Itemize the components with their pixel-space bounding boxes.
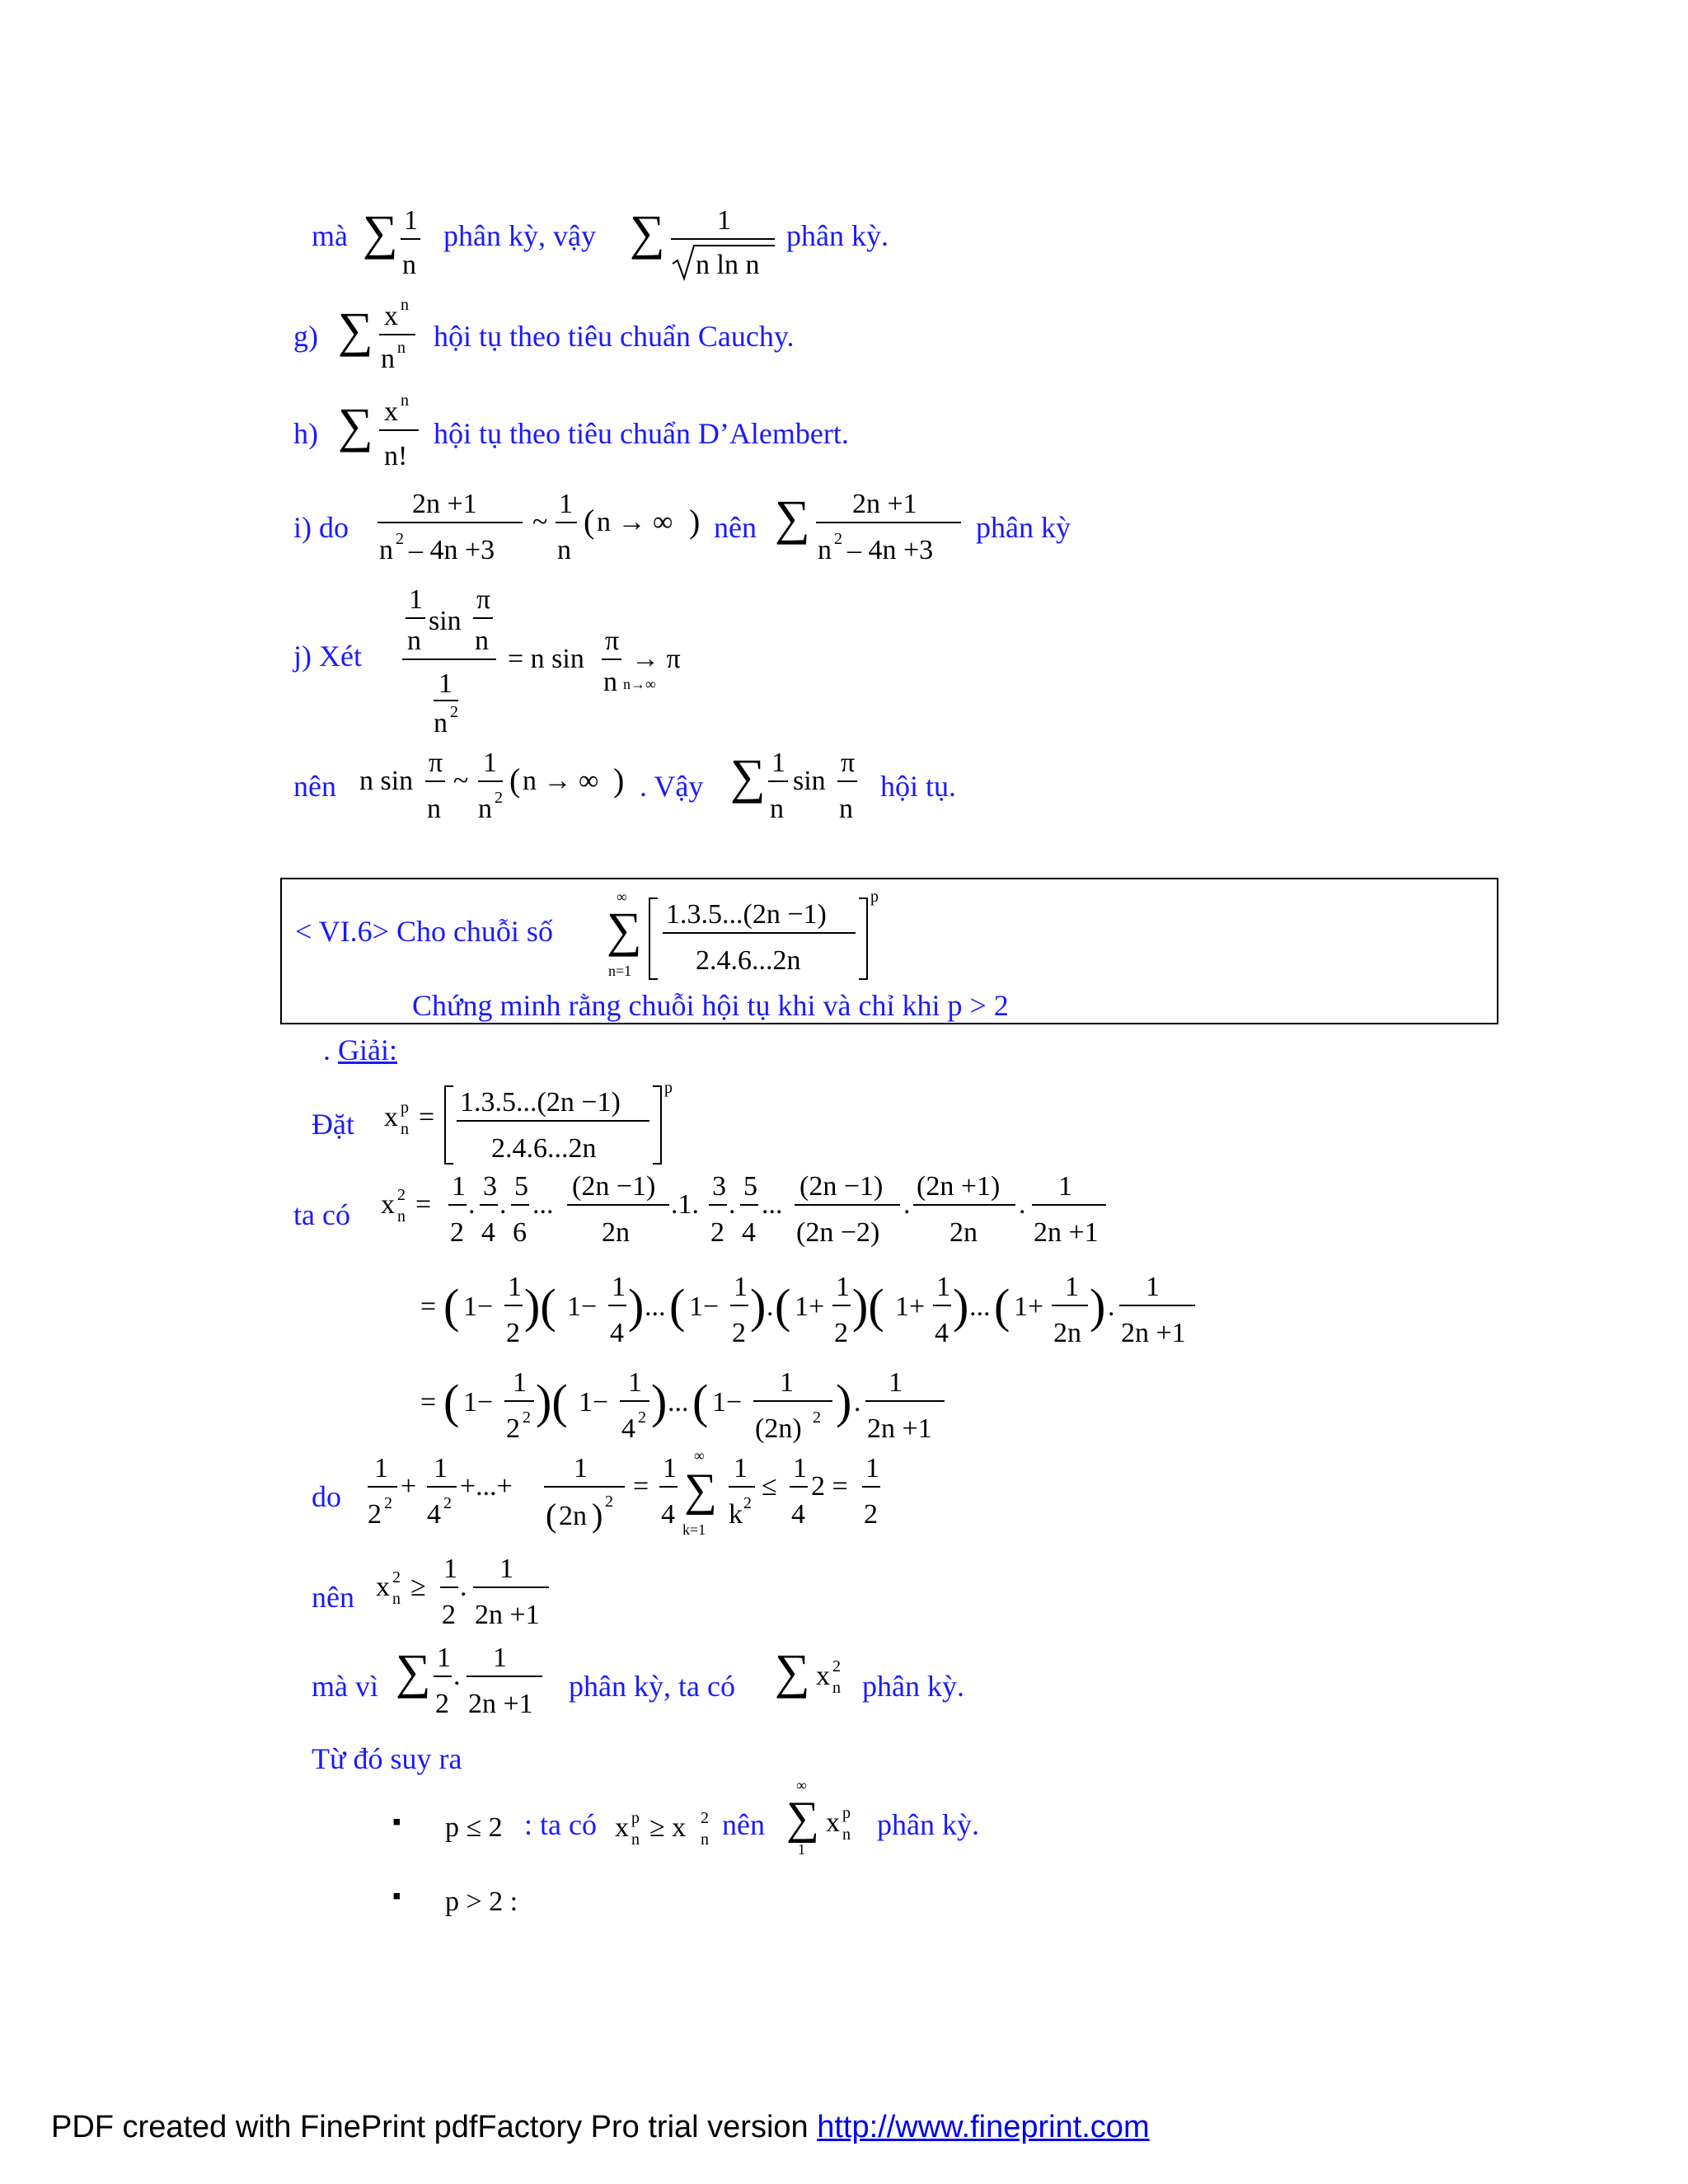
text-hoi-tu: hội tụ. (880, 770, 957, 803)
svg-text:n sin: n sin (359, 766, 414, 796)
svg-text:1: 1 (1146, 1272, 1160, 1302)
svg-text:n: n (392, 1590, 401, 1608)
svg-text:1: 1 (734, 1453, 748, 1483)
svg-text:.: . (1108, 1291, 1115, 1322)
svg-text:2: 2 (443, 1494, 452, 1512)
svg-text:)(: )( (524, 1279, 556, 1333)
svg-text:∞: ∞ (617, 888, 627, 905)
svg-text:≥: ≥ (410, 1572, 426, 1602)
svg-text:=: = (633, 1471, 649, 1502)
svg-text:2n: 2n (559, 1501, 587, 1531)
svg-text:2: 2 (743, 1494, 752, 1512)
svg-text:x: x (816, 1661, 830, 1691)
svg-text:1: 1 (889, 1367, 903, 1398)
svg-text:n: n (397, 1207, 406, 1226)
svg-text:...: ... (762, 1189, 783, 1220)
svg-text:p ≤ 2: p ≤ 2 (445, 1812, 503, 1843)
do-formula (364, 1447, 892, 1546)
label-j: j) Xét (293, 640, 362, 673)
svg-text:1: 1 (734, 1272, 748, 1302)
svg-text:∑: ∑ (338, 302, 373, 357)
text-dat: Đặt (312, 1108, 354, 1141)
svg-text:n: n (434, 708, 448, 738)
svg-text:...: ... (645, 1291, 666, 1322)
svg-text:n: n (401, 391, 409, 410)
svg-text:): ) (750, 1279, 767, 1333)
text-ma-vi: mà vì (312, 1670, 378, 1703)
svg-text:2.4.6...2n: 2.4.6...2n (696, 945, 801, 976)
svg-text:n: n (478, 794, 492, 824)
problem-label: < VI.6> Cho chuỗi số (295, 915, 553, 948)
svg-text:): ) (836, 1375, 852, 1428)
svg-text:2: 2 (442, 1600, 456, 1630)
svg-text:5: 5 (743, 1171, 757, 1202)
svg-text:π: π (841, 748, 856, 778)
sum-half-1-over-2n1 (396, 1637, 560, 1727)
svg-text:1: 1 (559, 489, 573, 519)
svg-text:): ) (651, 1375, 668, 1428)
svg-text:n: n (832, 1679, 841, 1697)
svg-text:=: = (419, 1102, 435, 1132)
label-g: g) (293, 320, 318, 353)
svg-text:1: 1 (936, 1272, 950, 1302)
svg-text:1: 1 (771, 748, 785, 778)
svg-text:1: 1 (780, 1367, 794, 1398)
svg-text:π: π (605, 626, 620, 656)
svg-text:n: n (381, 344, 395, 374)
svg-text:p: p (842, 1804, 851, 1822)
product-formula-1 (420, 1261, 1203, 1360)
svg-text:(: ( (443, 1375, 460, 1428)
svg-text:n: n (401, 296, 409, 314)
svg-text:1: 1 (1065, 1272, 1079, 1302)
svg-text:(: ( (692, 1375, 709, 1428)
text-ma: mà (312, 219, 348, 252)
svg-text:2: 2 (495, 789, 503, 807)
svg-text:(2n +1): (2n +1) (917, 1171, 1001, 1202)
svg-text:∑: ∑ (775, 1644, 810, 1699)
svg-text:x: x (381, 1189, 395, 1220)
svg-text:2n +1: 2n +1 (468, 1689, 533, 1719)
svg-text:n: n (842, 1825, 851, 1844)
svg-text:(: ( (443, 1279, 460, 1333)
svg-text:(2n −1): (2n −1) (572, 1171, 656, 1202)
svg-text:2: 2 (435, 1689, 449, 1719)
svg-text:n: n (402, 250, 416, 280)
svg-text:+: + (401, 1471, 417, 1502)
svg-text:1: 1 (443, 1554, 457, 1584)
svg-text:5: 5 (514, 1171, 528, 1202)
svg-text:): ) (953, 1279, 969, 1333)
svg-text:): ) (628, 1279, 645, 1333)
svg-text:(2n −2): (2n −2) (796, 1217, 880, 1248)
svg-text:4: 4 (661, 1499, 675, 1530)
svg-text:1: 1 (404, 205, 418, 236)
svg-text:n → ∞: n → ∞ (597, 507, 673, 537)
svg-text:3: 3 (483, 1171, 497, 1202)
svg-text:∞: ∞ (694, 1447, 705, 1464)
footer (51, 2110, 1150, 2145)
svg-text:1−: 1− (689, 1291, 720, 1322)
svg-text:1: 1 (483, 748, 497, 778)
svg-text:)(: )( (536, 1375, 568, 1428)
svg-text:x: x (384, 301, 398, 331)
svg-text:1−: 1− (463, 1291, 494, 1322)
svg-text:1: 1 (612, 1272, 626, 1302)
sum-x-n-2 (775, 1637, 857, 1727)
svg-text:(2n): (2n) (755, 1413, 802, 1444)
svg-text:2: 2 (834, 1318, 848, 1348)
j-limit (401, 577, 706, 742)
svg-text:k: k (729, 1499, 743, 1530)
sum-1-inf-x-n-p (785, 1774, 867, 1856)
svg-text:= n sin: = n sin (508, 644, 584, 674)
svg-text:2: 2 (605, 1493, 613, 1511)
text-tu-do: Từ đó suy ra (312, 1742, 462, 1775)
svg-text:∑: ∑ (730, 749, 766, 804)
svg-text:)(: )( (852, 1279, 884, 1333)
svg-text:4: 4 (610, 1318, 624, 1348)
i-asymptotic (376, 483, 706, 574)
svg-text:1: 1 (452, 1171, 466, 1202)
svg-text:x: x (384, 1102, 398, 1132)
nen-2-formula (376, 1548, 574, 1638)
svg-text:2n +1: 2n +1 (475, 1600, 540, 1630)
svg-text:p: p (870, 888, 879, 906)
svg-text:.: . (767, 1291, 774, 1322)
svg-text:4: 4 (427, 1499, 441, 1530)
svg-text:p: p (664, 1079, 673, 1097)
svg-text:3: 3 (712, 1171, 726, 1202)
svg-text:2: 2 (506, 1318, 520, 1348)
svg-text:∑: ∑ (363, 205, 398, 260)
svg-text:1+: 1+ (795, 1291, 825, 1322)
svg-text:): ) (592, 1497, 603, 1534)
p-gt-2 (445, 1869, 528, 1935)
svg-text:1: 1 (493, 1643, 507, 1673)
svg-text:2: 2 (834, 530, 842, 548)
svg-text:2: 2 (392, 1568, 401, 1586)
svg-text:1: 1 (574, 1453, 588, 1483)
text-vay: . Vậy (640, 770, 704, 803)
svg-text:(2n −1): (2n −1) (799, 1171, 884, 1202)
svg-text:n: n (401, 1120, 409, 1138)
svg-text:.: . (1019, 1189, 1026, 1220)
svg-text:∑: ∑ (338, 398, 373, 452)
svg-text:): ) (613, 762, 625, 799)
svg-text:.1.: .1. (671, 1189, 699, 1220)
svg-text:p: p (401, 1099, 409, 1117)
svg-text:sin: sin (429, 606, 462, 636)
svg-text:): ) (689, 503, 701, 540)
svg-text:n=1: n=1 (608, 963, 632, 979)
svg-text:n: n (818, 535, 832, 565)
svg-text:sin: sin (793, 766, 826, 796)
svg-text:k=1: k=1 (682, 1521, 706, 1538)
svg-text:~: ~ (453, 766, 469, 796)
svg-text:1: 1 (663, 1453, 677, 1483)
footer-link[interactable]: http://www.fineprint.com (817, 2110, 1150, 2144)
svg-text:2: 2 (523, 1408, 531, 1427)
svg-text:2n +1: 2n +1 (1121, 1318, 1186, 1348)
bullet-1: ▪ (392, 1808, 401, 1835)
svg-text:1+: 1+ (1014, 1291, 1044, 1322)
svg-text:1.3.5...(2n −1): 1.3.5...(2n −1) (460, 1087, 621, 1118)
svg-text:.: . (468, 1189, 476, 1220)
svg-text:2: 2 (450, 703, 458, 721)
svg-text:2: 2 (832, 1657, 841, 1675)
svg-text:~: ~ (532, 507, 548, 537)
svg-text:4: 4 (621, 1413, 635, 1444)
text-nen-2: nên (312, 1581, 354, 1614)
text-b1-ta-co: : ta có (524, 1808, 597, 1841)
dat-formula (384, 1075, 689, 1174)
sum-x-n-over-n-n (338, 295, 417, 386)
svg-text:2: 2 (638, 1408, 646, 1427)
svg-text:p: p (631, 1809, 640, 1827)
svg-text:2n: 2n (602, 1217, 630, 1248)
svg-text:≥ x: ≥ x (649, 1812, 687, 1843)
text-i-phan-ky: phân kỳ (976, 511, 1071, 544)
svg-text:n!: n! (384, 441, 408, 471)
svg-text:2n: 2n (1053, 1318, 1081, 1348)
bullet-2: ▪ (392, 1882, 401, 1910)
svg-text:– 4n +3: – 4n +3 (847, 535, 934, 565)
svg-text:1: 1 (513, 1367, 527, 1398)
svg-text:1: 1 (798, 1841, 805, 1856)
svg-text:π: π (476, 584, 491, 615)
svg-text:2: 2 (397, 1186, 406, 1204)
svg-text:.: . (729, 1189, 736, 1220)
svg-text:n: n (427, 794, 441, 824)
svg-text:.: . (453, 1661, 461, 1691)
svg-text:∑: ∑ (786, 1793, 819, 1844)
svg-text:n: n (770, 794, 784, 824)
svg-text:2.4.6...2n: 2.4.6...2n (491, 1133, 597, 1164)
problem-statement: Chứng minh rằng chuỗi hội tụ khi và chỉ khi p > 2 (412, 989, 1009, 1022)
svg-text:): ) (1090, 1279, 1106, 1333)
sum-1-over-n (363, 198, 420, 288)
svg-text:1+: 1+ (895, 1291, 926, 1322)
svg-text:1−: 1− (712, 1387, 743, 1418)
svg-text:...: ... (969, 1291, 991, 1322)
text-g: hội tụ theo tiêu chuẩn Cauchy. (434, 320, 795, 353)
svg-text:x: x (384, 396, 398, 427)
svg-text:2: 2 (710, 1217, 724, 1248)
giai-text: Giải: (338, 1033, 397, 1066)
svg-text:n: n (397, 339, 406, 357)
svg-text:2: 2 (864, 1499, 878, 1530)
svg-text:(: ( (546, 1497, 557, 1534)
sum-1-over-sqrt-n-ln-n (630, 198, 778, 288)
svg-text:1: 1 (499, 1554, 513, 1584)
b1-inequality (615, 1790, 730, 1856)
text-phan-ky: phân kỳ. (786, 219, 889, 252)
sum-x-n-over-n-fact (338, 391, 420, 481)
svg-text:2: 2 (506, 1413, 520, 1444)
text-h: hội tụ theo tiêu chuẩn D’Alembert. (434, 417, 849, 450)
svg-text:1−: 1− (579, 1387, 609, 1418)
svg-text:2: 2 (732, 1318, 746, 1348)
svg-text:1−: 1− (567, 1291, 598, 1322)
svg-text:.: . (903, 1189, 911, 1220)
svg-text:– 4n +3: – 4n +3 (409, 535, 495, 565)
svg-text:2n +1: 2n +1 (412, 489, 477, 519)
svg-text:p > 2 :: p > 2 : (445, 1886, 518, 1917)
svg-text:(: ( (669, 1279, 686, 1333)
svg-text:π: π (429, 748, 443, 778)
svg-text:2: 2 (450, 1217, 464, 1248)
svg-text:4: 4 (742, 1217, 756, 1248)
svg-text:n: n (557, 535, 571, 565)
svg-text:2: 2 (368, 1499, 382, 1530)
svg-text:∑: ∑ (775, 490, 810, 545)
svg-text:x: x (615, 1812, 629, 1843)
svg-text:1: 1 (1058, 1171, 1072, 1202)
text-nen-1: nên (293, 770, 336, 803)
svg-text:n → ∞: n → ∞ (523, 766, 599, 796)
svg-text:n ln n: n ln n (696, 250, 760, 280)
svg-text:4: 4 (791, 1499, 805, 1530)
svg-text:.: . (460, 1572, 467, 1602)
label-i: i) do (293, 511, 349, 544)
svg-text:2: 2 (813, 1408, 821, 1427)
label-h: h) (293, 417, 318, 450)
svg-text:∞: ∞ (796, 1777, 807, 1793)
svg-text:2n: 2n (950, 1217, 978, 1248)
svg-text:1: 1 (434, 1453, 448, 1483)
svg-text:2n +1: 2n +1 (867, 1413, 932, 1444)
svg-text:1: 1 (409, 584, 423, 615)
svg-text:1.3.5...(2n −1): 1.3.5...(2n −1) (666, 899, 827, 930)
sum-1-n-sin-pi-n (730, 742, 879, 832)
footer-text: PDF created with FinePrint pdfFactory Pro trial version (51, 2110, 818, 2144)
svg-text:∑: ∑ (396, 1644, 431, 1699)
svg-text:≤: ≤ (762, 1471, 777, 1502)
svg-text:2: 2 (701, 1809, 709, 1827)
svg-text:n: n (379, 535, 393, 565)
text-phan-ky-vay: phân kỳ, vậy (443, 219, 596, 252)
svg-text:n: n (631, 1830, 640, 1849)
svg-text:...: ... (532, 1189, 554, 1220)
svg-text:x: x (376, 1572, 390, 1602)
svg-text:=: = (420, 1387, 437, 1418)
svg-text:.: . (854, 1387, 861, 1418)
svg-text:1: 1 (438, 668, 452, 699)
p-le-2 (445, 1795, 528, 1861)
text-mavi-phan-ky: phân kỳ. (862, 1670, 964, 1703)
svg-text:1: 1 (437, 1643, 451, 1673)
sum-i (775, 483, 964, 574)
svg-text:1: 1 (717, 205, 731, 236)
svg-text:+...+: +...+ (460, 1471, 513, 1502)
problem-series (605, 885, 885, 984)
svg-text:4: 4 (481, 1217, 495, 1248)
svg-text:n: n (475, 626, 489, 656)
svg-text:2n +1: 2n +1 (852, 489, 917, 519)
svg-text:∑: ∑ (684, 1465, 717, 1516)
svg-text:2: 2 (384, 1494, 392, 1512)
svg-text:n: n (603, 667, 617, 697)
svg-text:...: ... (668, 1387, 689, 1418)
svg-text:.: . (499, 1189, 507, 1220)
svg-text:(: ( (775, 1279, 791, 1333)
svg-text:(: ( (509, 762, 521, 799)
svg-text:(: ( (584, 503, 595, 540)
svg-text:6: 6 (513, 1217, 527, 1248)
nsin-asymptotic (359, 742, 656, 832)
svg-text:∑: ∑ (630, 205, 665, 260)
svg-text:2n +1: 2n +1 (1034, 1217, 1099, 1248)
svg-text:x: x (826, 1807, 840, 1838)
svg-text:n: n (701, 1830, 709, 1849)
svg-text:2 =: 2 = (811, 1471, 848, 1502)
svg-text:n: n (839, 794, 853, 824)
svg-text:1: 1 (836, 1272, 850, 1302)
text-b1-phan-ky: phân kỳ. (877, 1808, 979, 1841)
giai-heading: . Giải: (323, 1033, 397, 1066)
svg-text:∑: ∑ (607, 902, 642, 957)
svg-text:1: 1 (374, 1453, 388, 1483)
svg-text:1: 1 (793, 1453, 807, 1483)
svg-text:→ π: → π (631, 644, 681, 674)
text-i-nen: nên (714, 511, 757, 544)
svg-text:2: 2 (396, 530, 404, 548)
text-do: do (312, 1480, 341, 1513)
svg-text:(: ( (994, 1279, 1010, 1333)
svg-text:n→∞: n→∞ (623, 676, 656, 692)
svg-text:1: 1 (865, 1453, 879, 1483)
taco-formula (381, 1165, 1123, 1256)
svg-text:=: = (415, 1189, 432, 1220)
svg-text:1−: 1− (463, 1387, 494, 1418)
product-formula-2 (420, 1357, 956, 1455)
svg-text:1: 1 (508, 1272, 522, 1302)
svg-text:=: = (420, 1291, 437, 1322)
text-ta-co: ta có (293, 1198, 350, 1231)
svg-text:n: n (407, 626, 421, 656)
svg-text:1: 1 (628, 1367, 642, 1398)
svg-text:4: 4 (935, 1318, 949, 1348)
text-b1-nen: nên (722, 1808, 765, 1841)
text-phan-ky-ta-co: phân kỳ, ta có (569, 1670, 735, 1703)
